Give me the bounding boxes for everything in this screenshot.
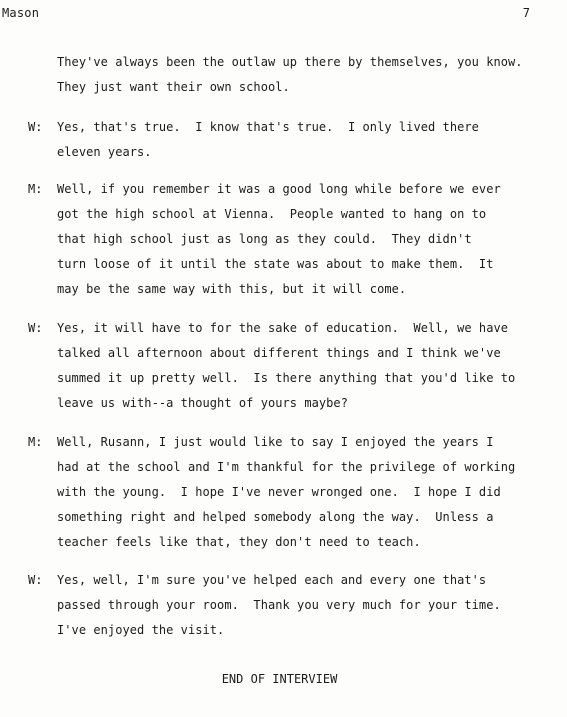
transcript-line: Yes, well, I'm sure you've helped each and every one that's [57, 573, 487, 587]
transcript-line: Well, Rusann, I just would like to say I enjoyed the years I [57, 435, 494, 449]
transcript-line: something right and helped somebody along the way. Unless a [57, 510, 494, 524]
transcript-line: may be the same way with this, but it will come. [57, 282, 407, 296]
transcript-line: They've always been the outlaw up there by themselves, you know. [57, 55, 523, 69]
transcript-line: eleven years. [57, 145, 152, 159]
transcript-line: that high school just as long as they could. They didn't [57, 232, 472, 246]
transcript-line: got the high school at Vienna. People wanted to hang on to [57, 207, 487, 221]
transcript-line: leave us with--a thought of yours maybe? [57, 396, 348, 410]
end-of-interview-marker [0, 672, 567, 686]
page-number: 7 [522, 6, 530, 20]
transcript-line: summed it up pretty well. Is there anything that you'd like to [57, 371, 516, 385]
transcript-line: passed through your room. Thank you very much for your time. [57, 598, 501, 612]
speaker-label: W: [28, 321, 43, 335]
end-of-interview-text: END OF INTERVIEW [221, 672, 338, 686]
transcript-line: had at the school and I'm thankful for the privilege of working [57, 460, 516, 474]
transcript-line: talked all afternoon about different things and I think we've [57, 346, 501, 360]
transcript-line: Yes, it will have to for the sake of education. Well, we have [57, 321, 509, 335]
transcript-line: with the young. I hope I've never wronged one. I hope I did [57, 485, 501, 499]
speaker-label: M: [28, 435, 43, 449]
transcript-line: They just want their own school. [57, 80, 290, 94]
transcript-line: Well, if you remember it was a good long while before we ever [57, 182, 501, 196]
header-interviewee-name: Mason [2, 6, 40, 20]
speaker-label: W: [28, 573, 43, 587]
speaker-label: W: [28, 120, 43, 134]
transcript-line: I've enjoyed the visit. [57, 623, 225, 637]
speaker-label: M: [28, 182, 43, 196]
transcript-line: Yes, that's true. I know that's true. I only lived there [57, 120, 479, 134]
transcript-line: teacher feels like that, they don't need to teach. [57, 535, 421, 549]
transcript-line: turn loose of it until the state was about to make them. It [57, 257, 494, 271]
